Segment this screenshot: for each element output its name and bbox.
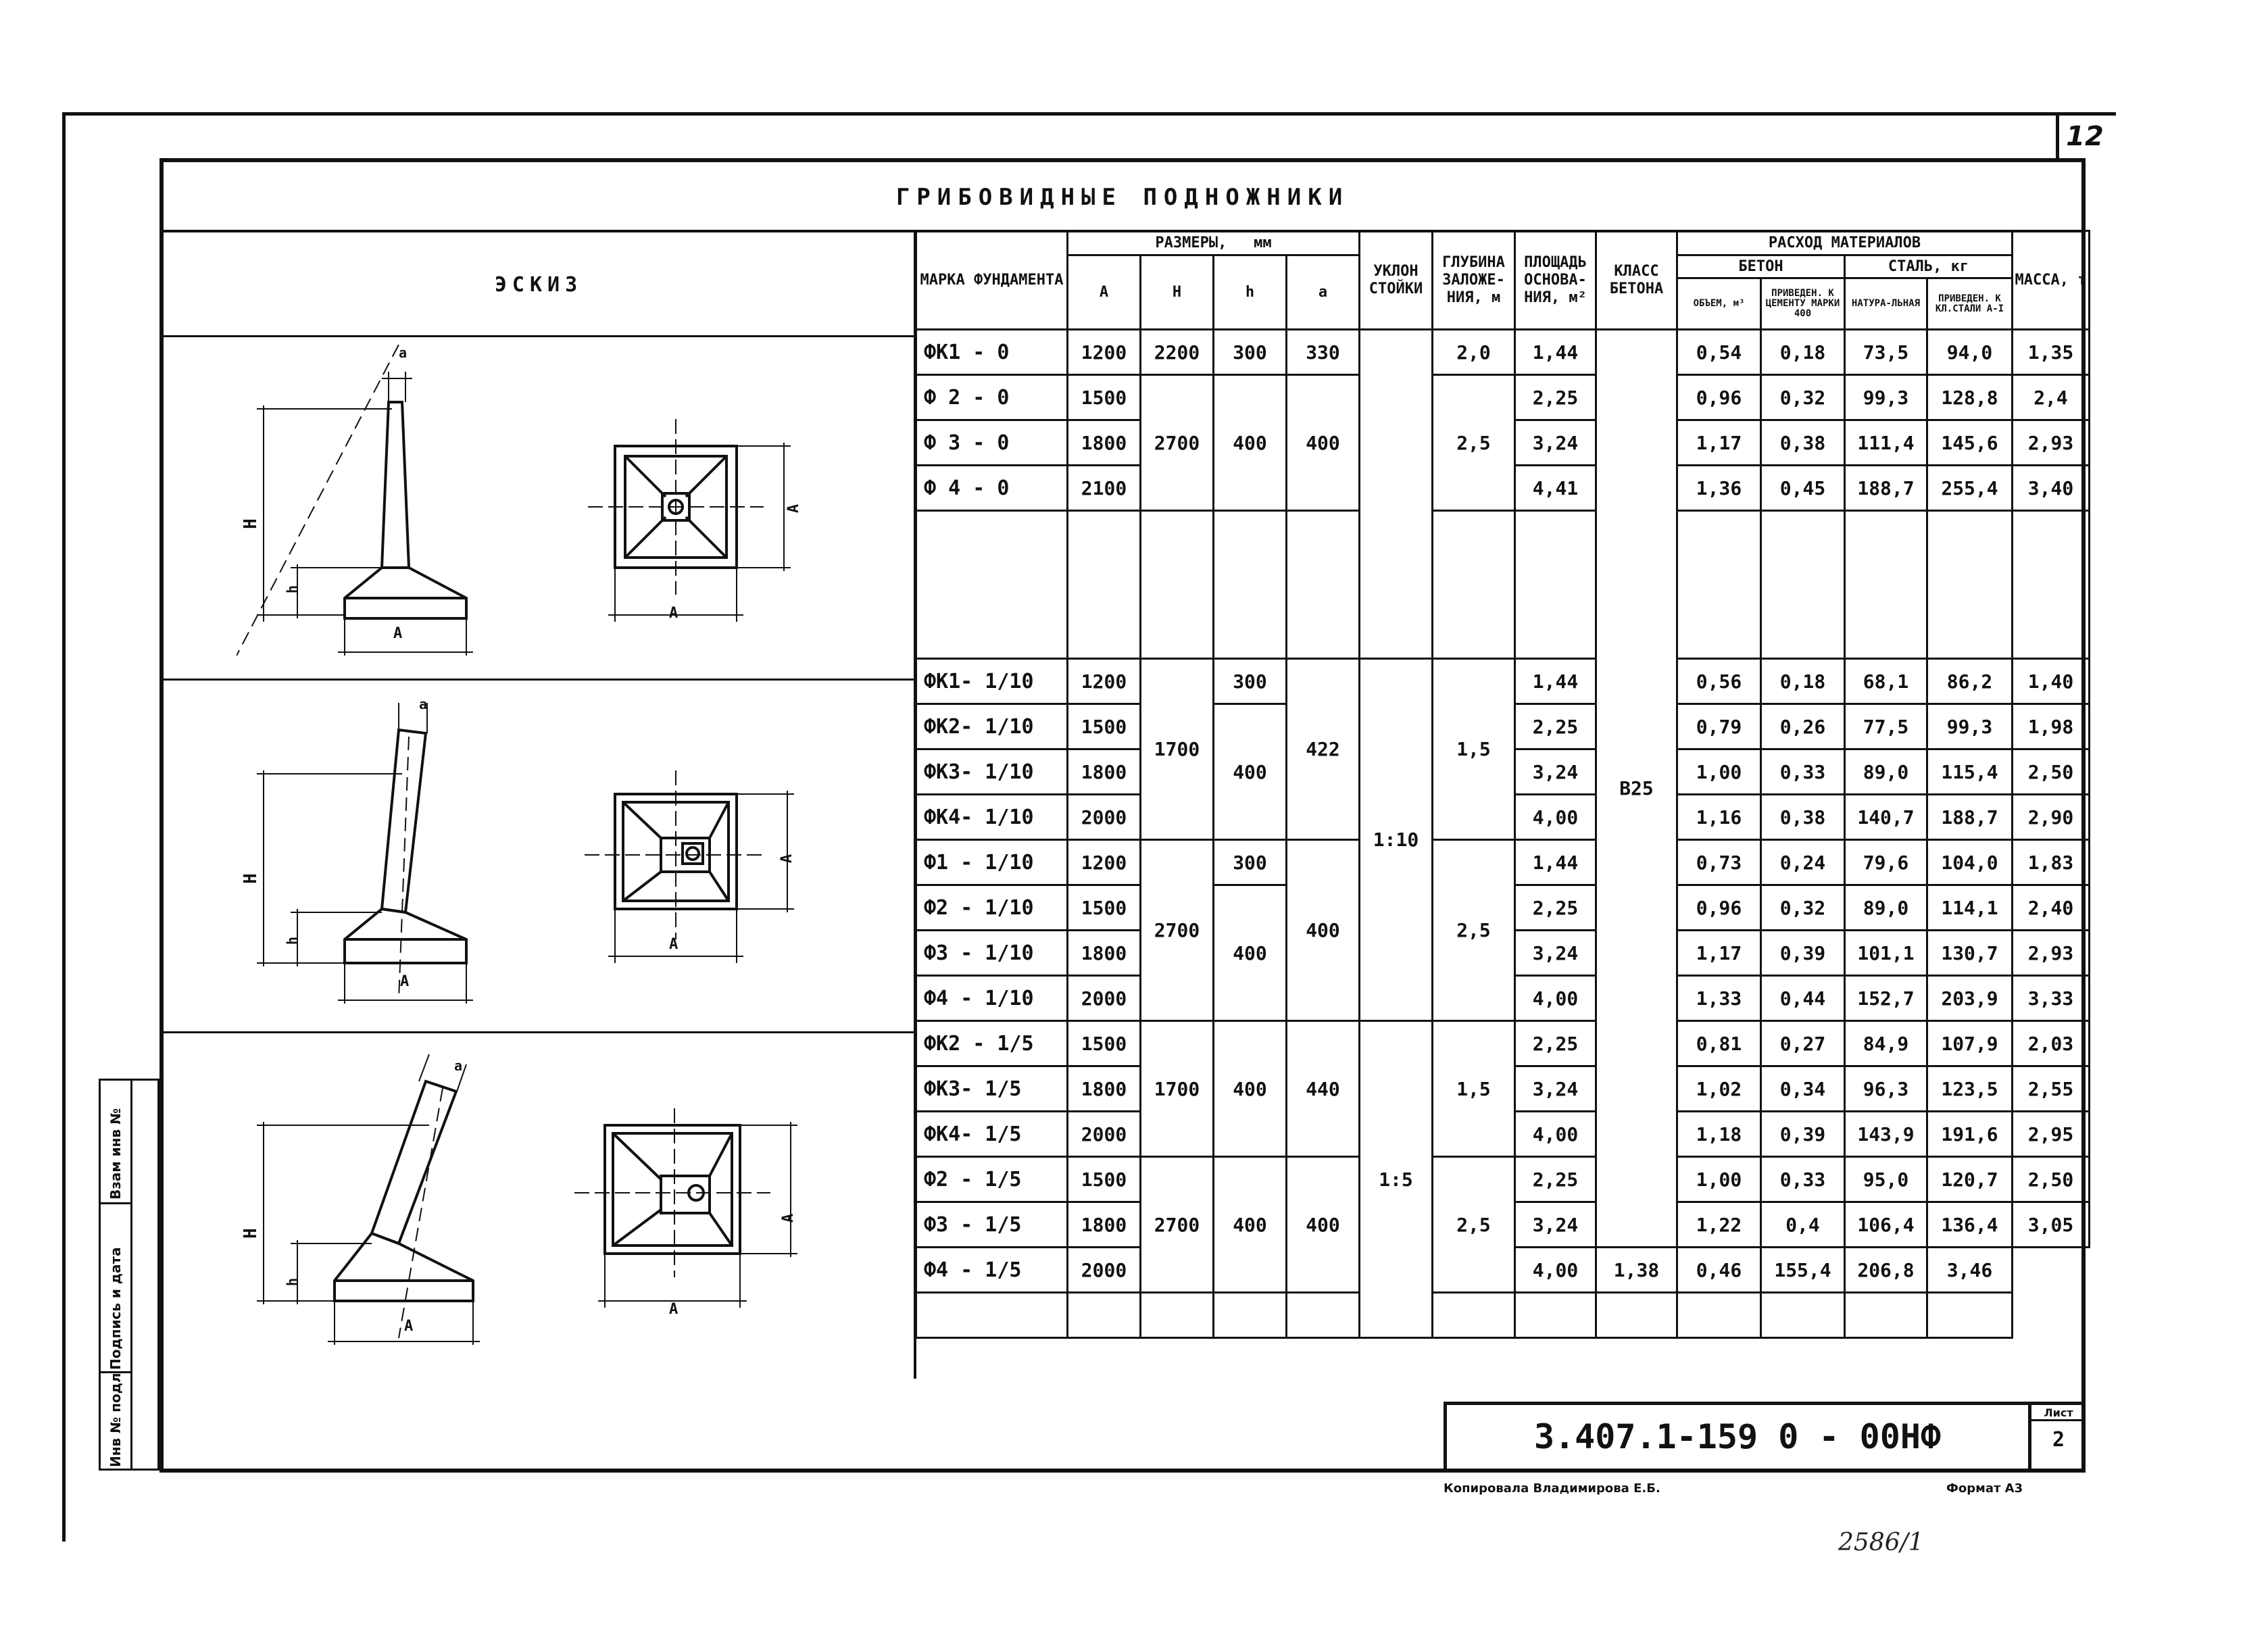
cell-natural: 95,0: [1845, 1157, 1927, 1202]
cell-A: 1500: [1068, 1157, 1141, 1202]
cell-mark: Ф1 - 1/10: [916, 840, 1068, 885]
cell-mass: 2,4: [2013, 375, 2090, 420]
cell-blank: [1433, 511, 1515, 659]
cell-natural: 68,1: [1845, 659, 1927, 704]
cell-cement: 0,45: [1761, 466, 1845, 511]
cell-reduced: 130,7: [1927, 931, 2013, 976]
cell-area: 1,44: [1515, 659, 1596, 704]
cell-cement: 0,18: [1761, 330, 1845, 375]
format-note: Формат А3: [1946, 1481, 2023, 1496]
cell-area: 4,00: [1515, 976, 1596, 1021]
cell-mark: ФК2 - 1/5: [916, 1021, 1068, 1066]
header-concrete-class: КЛАСС БЕТОНА: [1596, 231, 1677, 330]
cell-A: 1200: [1068, 840, 1141, 885]
cell-cement: 0,39: [1761, 1112, 1845, 1157]
header-concrete: БЕТОН: [1677, 255, 1845, 278]
cell-mass: 2,95: [2013, 1112, 2090, 1157]
cell-mark: Ф3 - 1/5: [916, 1202, 1068, 1248]
cell-natural: 155,4: [1761, 1248, 1845, 1293]
cell-blank: [1068, 1293, 1141, 1338]
cell-natural: 89,0: [1845, 749, 1927, 795]
cell-cement: 0,34: [1761, 1066, 1845, 1112]
cell-depth: 2,5: [1433, 375, 1515, 511]
cell-A: 2000: [1068, 795, 1141, 840]
cell-cement: 0,38: [1761, 420, 1845, 466]
cell-natural: 106,4: [1845, 1202, 1927, 1248]
cell-A: 2000: [1068, 1112, 1141, 1157]
table-row-blank: [916, 511, 2090, 659]
cell-mass: 1,98: [2013, 704, 2090, 749]
cell-area: 2,25: [1515, 704, 1596, 749]
label-a-2: a: [419, 696, 428, 712]
header-slope: УКЛОН СТОЙКИ: [1360, 231, 1433, 330]
cell-area: 3,24: [1515, 420, 1596, 466]
cell-mass: 3,46: [1927, 1248, 2013, 1293]
cell-area: 3,24: [1515, 749, 1596, 795]
cell-area: 3,24: [1515, 1202, 1596, 1248]
cell-cement: 0,18: [1761, 659, 1845, 704]
cell-volume: 1,33: [1677, 976, 1761, 1021]
cell-reduced: 94,0: [1927, 330, 2013, 375]
cell-blank: [1927, 511, 2013, 659]
cell-volume: 1,38: [1596, 1248, 1677, 1293]
cell-natural: 84,9: [1845, 1021, 1927, 1066]
cell-reduced: 191,6: [1927, 1112, 2013, 1157]
sketch-vertical-foundation: [237, 345, 845, 662]
cell-H: 2200: [1141, 330, 1214, 375]
cell-H: 2700: [1141, 375, 1214, 511]
cell-blank: [1141, 511, 1214, 659]
signature-date-label: Подпись и дата: [107, 1247, 124, 1370]
cell-natural: 143,9: [1845, 1112, 1927, 1157]
cell-volume: 0,96: [1677, 885, 1761, 931]
cell-blank: [1068, 511, 1141, 659]
cell-blank: [1677, 511, 1761, 659]
approval-strip: [99, 1079, 159, 1471]
cell-reduced: 203,9: [1927, 976, 2013, 1021]
cell-mark: ФК4- 1/5: [916, 1112, 1068, 1157]
cell-depth: 1,5: [1433, 659, 1515, 840]
cell-slope: 1:5: [1360, 1021, 1433, 1338]
cell-volume: 1,02: [1677, 1066, 1761, 1112]
cell-reduced: 206,8: [1845, 1248, 1927, 1293]
inventory-number-label: Инв № подл: [107, 1373, 124, 1467]
cell-A: 1500: [1068, 1021, 1141, 1066]
cell-A: 2100: [1068, 466, 1141, 511]
cell-blank: [1677, 1293, 1761, 1338]
header-area: ПЛОЩАДЬ ОСНОВА-НИЯ, м²: [1515, 231, 1596, 330]
approval-strip-divider: [130, 1081, 132, 1469]
label-A-plan-1: A: [785, 503, 803, 514]
cell-blank: [1515, 1293, 1596, 1338]
header-reduced-steel: ПРИВЕДЕН. К КЛ.СТАЛИ А-I: [1927, 278, 2013, 330]
cell-natural: 79,6: [1845, 840, 1927, 885]
cell-mass: 2,40: [2013, 885, 2090, 931]
cell-area: 3,24: [1515, 1066, 1596, 1112]
cell-a: 440: [1287, 1021, 1360, 1157]
label-A-1: A: [393, 625, 403, 642]
cell-blank: [1141, 1293, 1214, 1338]
cell-area: 4,00: [1515, 795, 1596, 840]
cell-h: 400: [1214, 375, 1287, 511]
cell-volume: 0,54: [1677, 330, 1761, 375]
table-row: [916, 375, 2090, 420]
header-mass: МАССА, т: [2013, 231, 2090, 330]
header-steel: СТАЛЬ, кг: [1845, 255, 2013, 278]
cell-natural: 111,4: [1845, 420, 1927, 466]
cell-blank: [916, 1293, 1068, 1338]
cell-area: 1,44: [1515, 330, 1596, 375]
cell-cement: 0,39: [1761, 931, 1845, 976]
cell-h: 300: [1214, 330, 1287, 375]
cell-mark: Ф4 - 1/5: [916, 1248, 1068, 1293]
table-row: [916, 840, 2090, 885]
cell-A: 1500: [1068, 704, 1141, 749]
cell-mass: 1,35: [2013, 330, 2090, 375]
cell-cement: 0,33: [1761, 1157, 1845, 1202]
cell-blank: [1927, 1293, 2013, 1338]
cell-cement: 0,4: [1761, 1202, 1845, 1248]
cell-mass: 2,50: [2013, 1157, 2090, 1202]
cell-reduced: 115,4: [1927, 749, 2013, 795]
cell-depth: 2,5: [1433, 1157, 1515, 1293]
cell-a: 422: [1287, 659, 1360, 840]
label-H-3: H: [240, 1228, 261, 1239]
cell-A: 1500: [1068, 885, 1141, 931]
cell-mass: 3,40: [2013, 466, 2090, 511]
cell-cement: 0,24: [1761, 840, 1845, 885]
cell-a: 400: [1287, 840, 1360, 1021]
cell-reduced: 123,5: [1927, 1066, 2013, 1112]
cell-a: 330: [1287, 330, 1360, 375]
cell-volume: 0,73: [1677, 840, 1761, 885]
copied-by-note: Копировала Владимирова Е.Б.: [1444, 1481, 1660, 1496]
table-row: [916, 1157, 2090, 1202]
header-size-h: h: [1214, 255, 1287, 330]
cell-h: 400: [1214, 1157, 1287, 1293]
cell-cement: 0,44: [1761, 976, 1845, 1021]
cell-slope: 1:10: [1360, 659, 1433, 1021]
cell-H: 1700: [1141, 659, 1214, 840]
cell-h: 400: [1214, 1021, 1287, 1157]
cell-mark: ФК1 - 0: [916, 330, 1068, 375]
cell-mark: ФК3- 1/5: [916, 1066, 1068, 1112]
cell-area: 2,25: [1515, 1021, 1596, 1066]
label-A-plan-2b: A: [669, 936, 679, 953]
cell-blank: [1287, 1293, 1360, 1338]
cell-depth: 2,0: [1433, 330, 1515, 375]
cell-h: 400: [1214, 704, 1287, 840]
cell-volume: 1,00: [1677, 1157, 1761, 1202]
sketch-separator-2: [164, 1031, 915, 1033]
cell-mass: 2,50: [2013, 749, 2090, 795]
cell-area: 2,25: [1515, 885, 1596, 931]
document-code: 3.407.1-159 0 - 00НФ: [1533, 1417, 1942, 1456]
cell-reduced: 114,1: [1927, 885, 2013, 931]
title-block: [1444, 1402, 2086, 1472]
label-A-3: A: [404, 1318, 414, 1335]
cell-mass: 1,83: [2013, 840, 2090, 885]
cell-slope: [1360, 330, 1433, 659]
cell-h: 400: [1214, 885, 1287, 1021]
cell-reduced: 128,8: [1927, 375, 2013, 420]
cell-blank: [1845, 1293, 1927, 1338]
handwritten-note: 2586/1: [1838, 1529, 1924, 1556]
header-sizes: РАЗМЕРЫ, мм: [1068, 231, 1360, 255]
sheet-box: [2028, 1405, 2086, 1469]
cell-H: 1700: [1141, 1021, 1214, 1157]
sheet-label: Лист: [2031, 1406, 2086, 1421]
cell-blank: [1761, 1293, 1845, 1338]
cell-a: 400: [1287, 375, 1360, 511]
cell-blank: [1214, 1293, 1287, 1338]
cell-A: 1800: [1068, 420, 1141, 466]
cell-volume: 0,56: [1677, 659, 1761, 704]
cell-cement: 0,33: [1761, 749, 1845, 795]
cell-mass: 3,05: [2013, 1202, 2090, 1248]
cell-cement: 0,38: [1761, 795, 1845, 840]
corner-sheet-number: 12: [2056, 112, 2111, 161]
header-natural: НАТУРА-ЛЬНАЯ: [1845, 278, 1927, 330]
header-materials: РАСХОД МАТЕРИАЛОВ: [1677, 231, 2013, 255]
cell-A: 1800: [1068, 931, 1141, 976]
cell-mark: ФК4- 1/10: [916, 795, 1068, 840]
cell-area: 1,44: [1515, 840, 1596, 885]
label-A-plan-2: A: [779, 854, 796, 864]
cell-cement: 0,32: [1761, 885, 1845, 931]
cell-blank: [1214, 511, 1287, 659]
label-A-2: A: [400, 973, 410, 990]
cell-A: 1500: [1068, 375, 1141, 420]
drawing-title: ГРИБОВИДНЫЕ ПОДНОЖНИКИ: [895, 184, 1350, 211]
sketch-separator-1: [164, 679, 915, 681]
cell-mark: Ф2 - 1/10: [916, 885, 1068, 931]
header-depth: ГЛУБИНА ЗАЛОЖЕ-НИЯ, м: [1433, 231, 1515, 330]
cell-area: 2,25: [1515, 375, 1596, 420]
cell-mark: ФК1- 1/10: [916, 659, 1068, 704]
cell-mark: Ф4 - 1/10: [916, 976, 1068, 1021]
cell-natural: 188,7: [1845, 466, 1927, 511]
header-size-H: H: [1141, 255, 1214, 330]
cell-cement: 0,26: [1761, 704, 1845, 749]
cell-H: 2700: [1141, 1157, 1214, 1293]
cell-blank: [1515, 511, 1596, 659]
cell-reduced: 255,4: [1927, 466, 2013, 511]
cell-area: 4,00: [1515, 1112, 1596, 1157]
cell-reduced: 107,9: [1927, 1021, 2013, 1066]
header-size-a: a: [1287, 255, 1360, 330]
cell-A: 1800: [1068, 1066, 1141, 1112]
label-A-plan-3: A: [780, 1213, 797, 1223]
header-sizes-unit: мм: [1254, 234, 1272, 251]
table-row-blank: [916, 1293, 2090, 1338]
label-h-1: h: [284, 585, 301, 594]
table-row: [916, 1021, 2090, 1066]
cell-area: 3,24: [1515, 931, 1596, 976]
cell-area: 2,25: [1515, 1157, 1596, 1202]
table-row: [916, 659, 2090, 704]
label-a-3: a: [454, 1058, 463, 1074]
cell-A: 1200: [1068, 659, 1141, 704]
cell-cement: 0,46: [1677, 1248, 1761, 1293]
cell-blank: [1761, 511, 1845, 659]
cell-blank: [2013, 511, 2090, 659]
cell-natural: 96,3: [1845, 1066, 1927, 1112]
cell-reduced: 104,0: [1927, 840, 2013, 885]
cell-volume: 0,79: [1677, 704, 1761, 749]
cell-h: 300: [1214, 840, 1287, 885]
cell-volume: 1,17: [1677, 931, 1761, 976]
cell-reduced: 86,2: [1927, 659, 2013, 704]
cell-mark: Ф 3 - 0: [916, 420, 1068, 466]
label-H-2: H: [240, 873, 261, 884]
cell-natural: 73,5: [1845, 330, 1927, 375]
cell-volume: 1,22: [1677, 1202, 1761, 1248]
cell-reduced: 188,7: [1927, 795, 2013, 840]
cell-H: 2700: [1141, 840, 1214, 1021]
cell-h: 300: [1214, 659, 1287, 704]
cell-mass: 1,40: [2013, 659, 2090, 704]
cell-mark: Ф3 - 1/10: [916, 931, 1068, 976]
cell-A: 1200: [1068, 330, 1141, 375]
cell-volume: 0,96: [1677, 375, 1761, 420]
cell-A: 2000: [1068, 1248, 1141, 1293]
cell-natural: 140,7: [1845, 795, 1927, 840]
cell-mass: 2,93: [2013, 931, 2090, 976]
cell-mark: Ф 4 - 0: [916, 466, 1068, 511]
sketch-slope-1-10-foundation: [237, 696, 845, 1014]
cell-mass: 2,90: [2013, 795, 2090, 840]
cell-concrete-class: B25: [1596, 330, 1677, 1248]
cell-mark: ФК3- 1/10: [916, 749, 1068, 795]
cell-volume: 1,16: [1677, 795, 1761, 840]
cell-reduced: 145,6: [1927, 420, 2013, 466]
cell-reduced: 136,4: [1927, 1202, 2013, 1248]
cell-mass: 2,55: [2013, 1066, 2090, 1112]
label-a-1: a: [399, 345, 408, 361]
label-h-2: h: [284, 936, 301, 945]
cell-blank: [1287, 511, 1360, 659]
cell-natural: 77,5: [1845, 704, 1927, 749]
cell-mass: 3,33: [2013, 976, 2090, 1021]
label-H-1: H: [240, 518, 261, 529]
label-A-plan-3b: A: [669, 1301, 679, 1318]
cell-mark: ФК2- 1/10: [916, 704, 1068, 749]
cell-volume: 1,36: [1677, 466, 1761, 511]
cell-depth: 1,5: [1433, 1021, 1515, 1157]
cell-volume: 0,81: [1677, 1021, 1761, 1066]
cell-mark: Ф 2 - 0: [916, 375, 1068, 420]
cell-mass: 2,93: [2013, 420, 2090, 466]
cell-blank: [1433, 1293, 1515, 1338]
label-A-plan-1b: A: [669, 605, 679, 622]
sketch-header: ЭСКИЗ: [164, 234, 914, 337]
cell-volume: 1,18: [1677, 1112, 1761, 1157]
cell-volume: 1,17: [1677, 420, 1761, 466]
cell-area: 4,00: [1515, 1248, 1596, 1293]
cell-a: 400: [1287, 1157, 1360, 1293]
header-mark: МАРКА ФУНДАМЕНТА: [916, 231, 1068, 330]
cell-A: 2000: [1068, 976, 1141, 1021]
sheet-number: 2: [2052, 1428, 2065, 1452]
cell-cement: 0,32: [1761, 375, 1845, 420]
cell-volume: 1,00: [1677, 749, 1761, 795]
header-volume: ОБЪЕМ, м³: [1677, 278, 1761, 330]
label-h-3: h: [284, 1277, 301, 1287]
cell-blank: [1596, 1293, 1677, 1338]
cell-A: 1800: [1068, 749, 1141, 795]
replacement-inventory-label: Взам инв №: [107, 1108, 124, 1200]
cell-reduced: 99,3: [1927, 704, 2013, 749]
cell-mass: 2,03: [2013, 1021, 2090, 1066]
cell-cement: 0,27: [1761, 1021, 1845, 1066]
cell-natural: 101,1: [1845, 931, 1927, 976]
sketch-slope-1-5-foundation: [237, 1048, 845, 1358]
cell-depth: 2,5: [1433, 840, 1515, 1021]
cell-blank: [916, 511, 1068, 659]
cell-A: 1800: [1068, 1202, 1141, 1248]
cell-mark: Ф2 - 1/5: [916, 1157, 1068, 1202]
table-row: [916, 330, 2090, 375]
cell-area: 4,41: [1515, 466, 1596, 511]
cell-blank: [1845, 511, 1927, 659]
cell-natural: 89,0: [1845, 885, 1927, 931]
foundation-spec-table: [915, 230, 2090, 1339]
cell-natural: 99,3: [1845, 375, 1927, 420]
header-size-A: A: [1068, 255, 1141, 330]
cell-natural: 152,7: [1845, 976, 1927, 1021]
cell-reduced: 120,7: [1927, 1157, 2013, 1202]
header-reduced-cement: ПРИВЕДЕН. К ЦЕМЕНТУ МАРКИ 400: [1761, 278, 1845, 330]
